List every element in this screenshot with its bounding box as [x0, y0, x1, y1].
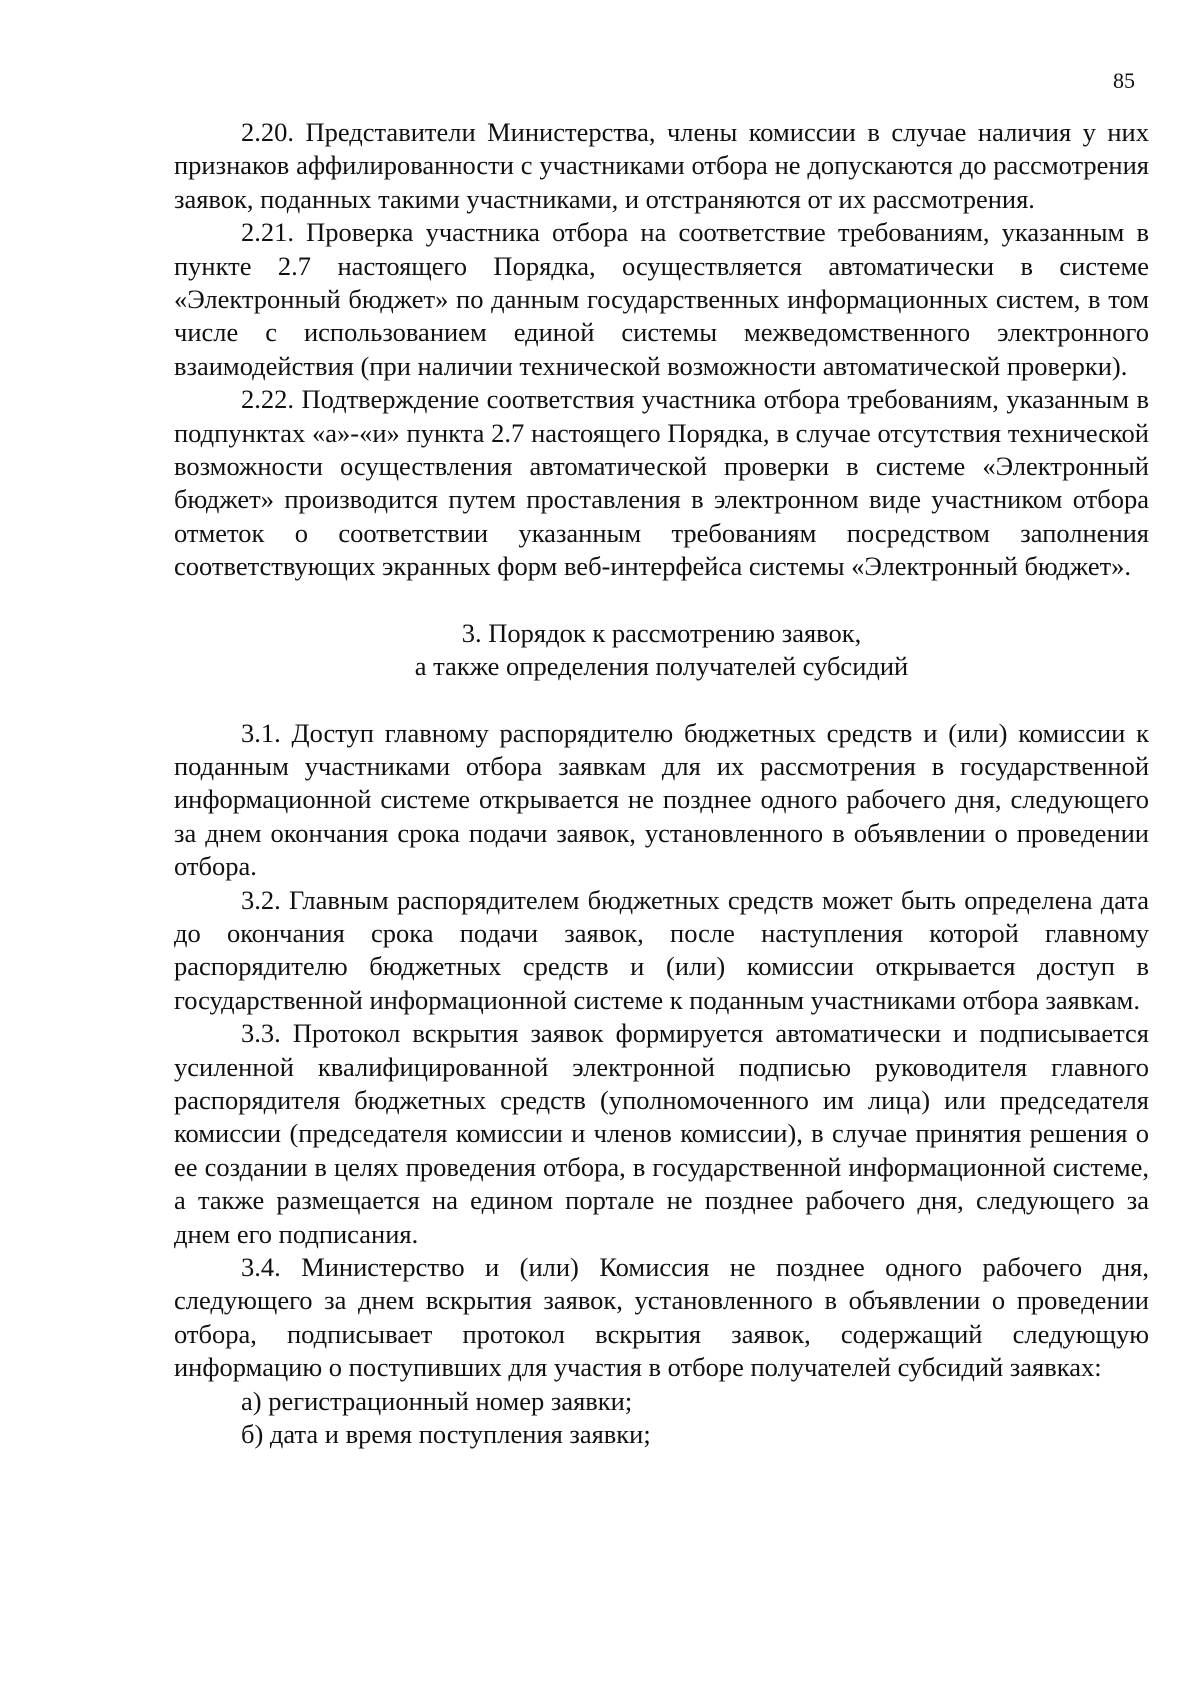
list-item-b: б) дата и время поступления заявки;: [241, 1419, 651, 1450]
paragraph-3-1: 3.1. Доступ главному распорядителю бюджетных средств и (или) комиссии к поданным участниками отбора заявкам для их рассмотрения в государственной информационной системе открывается не позднее одного рабочего дня, следующего за днем окончания срока подачи заявок, установленного в объявлении о проведении отбора.: [174, 717, 1149, 882]
list-item-a: а) регистрационный номер заявки;: [241, 1385, 633, 1416]
section-3-heading: [174, 617, 1149, 684]
paragraph-3-3: 3.3. Протокол вскрытия заявок формируется автоматически и подписывается усиленной квалифицированной электронной подписью руководителя главного распорядителя бюджетных средств (уполномоченного им лица) или председателя комиссии (председателя комиссии и членов комиссии), в случае принятия решения о ее создании в целях проведения отбора, в государственной информационной системе, а также размещается на едином портале не позднее рабочего дня, следующего за днем его подписания.: [174, 1018, 1149, 1249]
paragraph-2-21: 2.21. Проверка участника отбора на соответствие требованиям, указанным в пункте 2.7 настоящего Порядка, осуществляется автоматически в системе «Электронный бюджет» по данным государственных информационных систем, в том числе с использованием единой системы межведомственного электронного взаимодействия (при наличии технической возможности автоматической проверки).: [174, 217, 1149, 381]
paragraph-2-20: 2.20. Представители Министерства, члены комиссии в случае наличия у них признаков аффилированности с участниками отбора не допускаются до рассмотрения заявок, поданных такими участниками, и отстраняются от их рассмотрения.: [174, 117, 1149, 214]
section-3-heading-line-1: 3. Порядок к рассмотрению заявок,: [461, 617, 862, 648]
paragraph-2-22: 2.22. Подтверждение соответствия участника отбора требованиям, указанным в подпунктах «а»-«и» пункта 2.7 настоящего Порядка, в случае отсутствия технической возможности осуществления автоматической проверки в системе «Электронный бюджет» производится путем проставления в электронном виде участником отбора отметок о соответствии указанным требованиям посредством заполнения соответствующих экранных форм веб-интерфейса системы «Электронный бюджет».: [174, 384, 1149, 582]
page-number: 85: [1113, 68, 1135, 93]
section-3-heading-line-2: а также определения получателей субсидий: [414, 651, 909, 682]
paragraph-3-2: 3.2. Главным распорядителем бюджетных средств может быть определена дата до окончания срока подачи заявок, после наступления которой главному распорядителю бюджетных средств и (или) комиссии открывается доступ в государственной информационной системе к поданным участниками отбора заявкам.: [174, 884, 1149, 1015]
document-body: [174, 116, 1149, 1451]
paragraph-3-4: 3.4. Министерство и (или) Комиссия не позднее одного рабочего дня, следующего за днем вскрытия заявок, установленного в объявлении о проведении отбора, подписывает протокол вскрытия заявок, содержащий следующую информацию о поступивших для участия в отборе получателей субсидий заявках:: [174, 1252, 1149, 1383]
